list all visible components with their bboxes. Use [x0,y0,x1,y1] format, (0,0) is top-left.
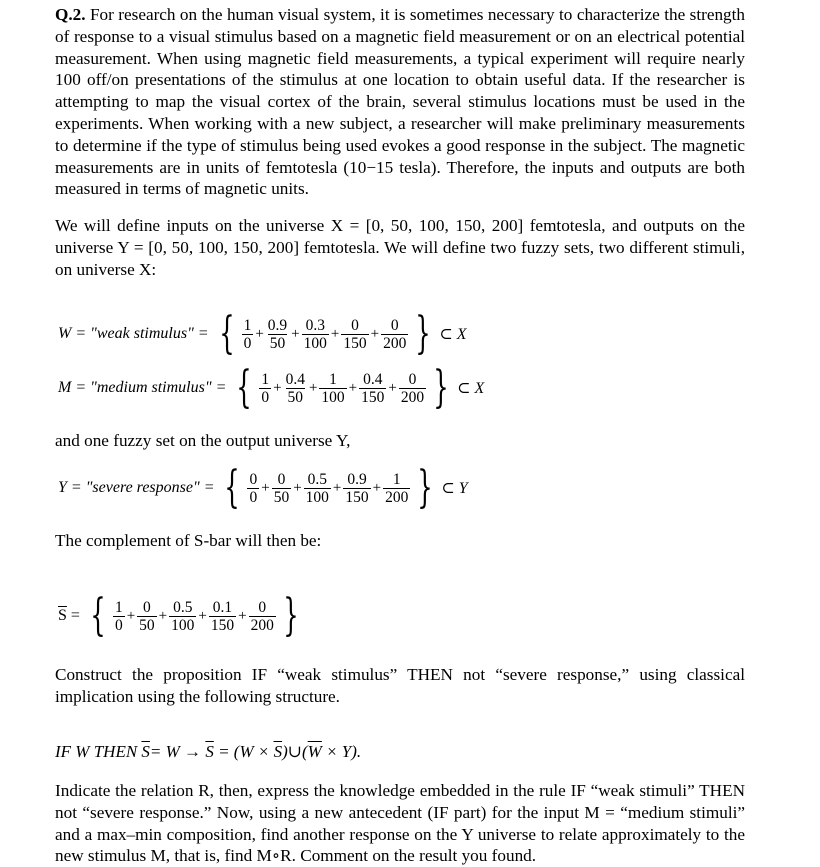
universe-element: 150 [345,488,369,506]
membership-term [340,317,369,352]
membership-term [168,599,197,634]
universe-element: 50 [269,334,286,352]
membership-grade: 0 [143,598,151,616]
membership-grade: 0.5 [307,470,327,488]
membership-grade: 0 [258,598,267,616]
membership-term [258,371,272,406]
universe-element: 50 [287,388,304,406]
right-brace: } [417,462,434,513]
membership-term [303,471,332,506]
plus-sign: + [158,607,168,624]
formula-sbar-3: $\overline{S}$ [273,742,283,761]
construct-paragraph: Construct the proposition IF “weak stimulus” THEN not “severe response,” using classical implication using the following structure. [55,665,745,706]
formula-sbar-2: $\overline{S}$ [205,742,214,761]
set-Y-lhs: Y = "severe response" = [58,479,215,496]
left-brace: { [218,308,235,359]
membership-term [271,471,293,506]
formula-tail: × Y). [321,742,362,761]
membership-grade: 1 [114,598,123,616]
set-M-terms [258,371,427,406]
universe-element: 0 [249,488,258,506]
universe-element: 200 [400,388,425,406]
membership-grade: 0.5 [173,598,193,616]
membership-grade: 1 [243,316,252,334]
set-M [58,362,485,413]
membership-term [246,471,260,506]
universe-element: 200 [250,616,274,634]
set-Y [58,462,468,513]
set-M-lhs: M = "medium stimulus" = [58,379,227,396]
universe-element: 0 [114,616,123,634]
set-M-subset: ⊂ X [457,380,485,397]
final-paragraph: Indicate the relation R, then, express the knowledge embedded in the rule IF “weak stimuli” THEN not “severe response.” Now, using a new antecedent (IF part) for the input M = “medium stimuli” and a max–min composition, find another response on the Y universe to relate approximately to the new stimulus M, that is, find M∘R. Comment on the result you found. [55,781,745,866]
plus-sign: + [348,379,358,396]
set-Sbar [58,590,305,641]
plus-sign: + [308,379,318,396]
plus-sign: + [273,379,282,396]
formula-mid: = W → [149,742,206,761]
membership-term [358,371,387,406]
plus-sign: + [370,325,380,342]
plus-sign: + [293,479,302,496]
formula-sbar-1: $\overline{S}$ [141,742,150,761]
universe-element: 100 [303,334,327,352]
membership-grade: 0.9 [267,316,288,334]
right-brace: } [433,362,449,413]
plus-sign: + [126,607,136,624]
plus-sign: + [255,325,264,342]
set-Sbar-lhs [58,607,80,625]
membership-term [318,371,347,406]
question-intro [55,4,745,200]
plus-sign: + [388,379,397,396]
membership-grade: 0 [277,470,286,488]
plus-sign: + [291,325,300,342]
membership-term [112,599,126,634]
right-brace: } [283,590,299,641]
sbar-eq: = [70,607,80,624]
membership-grade: 0.4 [363,370,383,388]
universe-element: 100 [171,616,195,634]
right-brace: } [415,308,432,359]
formula-wbar: $\overline{W}$ [307,742,322,761]
set-W-terms [241,317,410,352]
membership-term [136,599,158,634]
membership-term [342,471,371,506]
universe-element: 200 [385,488,409,506]
membership-term [241,317,255,352]
universe-element: 50 [139,616,155,634]
set-W-subset: ⊂ X [439,326,467,343]
implication-formula [55,742,361,762]
universe-element: 150 [343,334,367,352]
membership-grade: 1 [329,370,337,388]
intro-text: For research on the human visual system, it is sometimes necessary to characterize the strength of response to a visual stimulus based on a magnetic field measurement or on an electrical potential measurement. When using magnetic field measurements, a typical experiment will require nearly 100 off/on presentations of the stimulus at one location to obtain useful data. If the researcher is attempting to map the visual cortex of the brain, several stimulus locations must be used in the experiments. When working with a new subject, a researcher will make preliminary measurements to determine if the type of stimulus being used evokes a good response in the subject. The magnetic measurements are in units of femtotesla (10−15 tesla). Therefore, the inputs and outputs are both measured in terms of magnetic units. [55,5,746,199]
membership-term [382,471,411,506]
membership-grade: 0.9 [347,470,367,488]
membership-term [398,371,427,406]
output-set-paragraph: and one fuzzy set on the output universe Y, [55,431,351,450]
plus-sign: + [372,479,382,496]
set-Sbar-terms [112,599,277,634]
membership-term [283,371,308,406]
membership-term [380,317,409,352]
membership-grade: 0 [408,370,417,388]
membership-grade: 0 [249,470,258,488]
set-W [58,308,467,359]
membership-grade: 0 [390,316,399,334]
formula-if: IF W THEN [55,742,138,761]
left-brace: { [236,362,253,413]
membership-grade: 0.1 [212,598,233,616]
universe-paragraph: We will define inputs on the universe X = [0, 50, 100, 150, 200] femtotesla, and outputs on the universe Y = [0, 50, 100, 150, 200] femtotesla. We will define two fuzzy sets, two different stimuli, on universe X: [55,216,745,279]
membership-grade: 0.3 [305,316,325,334]
plus-sign: + [238,607,247,624]
set-Y-terms [246,471,411,506]
membership-term [265,317,290,352]
complement-paragraph: The complement of S-bar will then be: [55,531,322,550]
plus-sign: + [198,607,207,624]
sbar-letter: $\overline{S}$ [58,607,67,624]
left-brace: { [90,590,106,641]
universe-element: 100 [305,488,329,506]
membership-grade: 1 [392,470,401,488]
universe-element: 0 [243,334,252,352]
formula-union: )∪( [282,742,308,761]
plus-sign: + [332,479,342,496]
universe-element: 200 [383,334,407,352]
left-brace: { [224,462,241,513]
universe-element: 150 [361,388,385,406]
membership-term [208,599,237,634]
membership-grade: 0 [351,316,359,334]
membership-term [301,317,330,352]
set-W-lhs: W = "weak stimulus" = [58,325,209,342]
formula-eq: = (W × [213,742,274,761]
plus-sign: + [330,325,340,342]
membership-term [248,599,277,634]
membership-grade: 0.4 [285,370,305,388]
plus-sign: + [261,479,270,496]
membership-grade: 1 [261,370,270,388]
universe-element: 100 [321,388,345,406]
question-label: Q.2. [55,5,86,24]
universe-element: 150 [210,616,235,634]
universe-element: 0 [261,388,270,406]
set-Y-subset: ⊂ Y [441,480,468,497]
universe-element: 50 [273,488,290,506]
